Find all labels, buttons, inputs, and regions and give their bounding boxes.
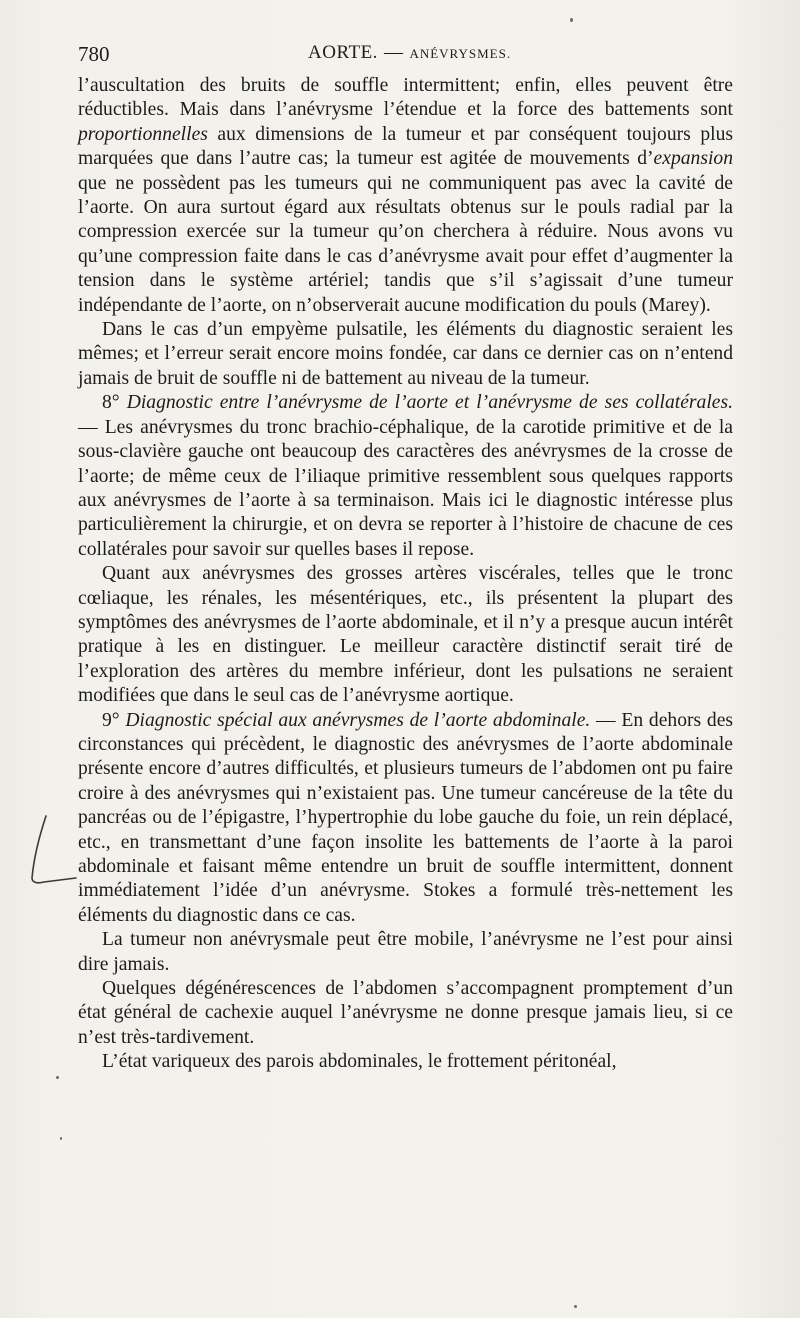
text-run: aux dimensions de la tumeur et par conséquent toujours plus marquées que dans l’autre cas; la tumeur est agitée de mouvements d’	[78, 123, 733, 170]
italic-text: Diagnostic spécial aux anévrysmes de l’aorte abdominale.	[125, 709, 591, 731]
paragraph-p6	[78, 928, 733, 977]
body-text	[78, 74, 733, 1075]
header-title: AORTE.	[308, 42, 378, 63]
paragraph-p3	[78, 391, 733, 562]
header-subtitle: ANÉVRYSMES.	[409, 46, 512, 61]
text-run: que ne possèdent pas les tumeurs qui ne communiquent pas avec la cavité de l’aorte. On aura surtout égard aux résultats obtenus sur le pouls radial par la compression exercée sur la tumeur qu’on cherchera à réduire. Nous avons vu qu’une compression faite dans le cas d’anévrysme avait pour effet d’augmenter la tension dans le système artériel; tandis que s’il s’agissait d’une tumeur indépendante de l’aorte, on n’observerait aucune modification du pouls (Marey).	[78, 172, 733, 316]
text-run: 8°	[102, 392, 127, 414]
text-run: La tumeur non anévrysmale peut être mobile, l’anévrysme ne l’est pour ainsi dire jamais.	[78, 929, 733, 975]
italic-text: proportionnelles	[78, 123, 208, 145]
text-run: — Les anévrysmes du tronc brachio-céphalique, de la carotide primitive et de la sous-clavière gauche ont beaucoup des caractères des anévrysmes de la crosse de l’aorte; de même ceux de l’iliaque primitive ressemblent sous quelques rapports aux anévrysmes de l’aorte à sa terminaison. Mais ici le diagnostic intéresse plus particulièrement la chirurgie, et on devra se reporter à l’histoire de chacune de ces collatérales pour savoir sur quelles bases il repose.	[78, 416, 733, 560]
running-header	[78, 42, 736, 70]
italic-text: expansion	[653, 148, 733, 170]
text-run: — En dehors des circonstances qui précèdent, le diagnostic des anévrysmes de l’aorte abdominale présente encore d’autres difficultés, et plusieurs tumeurs de l’abdomen ont pu faire croire à des anévrysmes qui n’existaient pas. Une tumeur cancéreuse de la tête du pancréas ou de l’épigastre, l’hypertrophie du lobe gauche du foie, un rein déplacé, etc., en transmettant d’une façon insolite les battements de l’aorte à la paroi abdominale et faisant même entendre un bruit de souffle intermittent, donnent immédiatement l’idée d’un anévrysme. Stokes a formulé très-nettement les éléments du diagnostic dans ce cas.	[78, 709, 734, 926]
text-run: 9°	[102, 709, 126, 731]
paper-speck	[56, 1076, 59, 1079]
paper-speck	[570, 18, 573, 22]
handwritten-margin-mark	[28, 812, 78, 892]
text-run: L’état variqueux des parois abdominales, le frottement péritonéal,	[102, 1051, 617, 1073]
text-run: l’auscultation des bruits de souffle intermittent; enfin, elles peuvent être réductibles. Mais dans l’anévrysme l’étendue et la force des battements sont	[78, 75, 733, 121]
paper-speck	[574, 1305, 577, 1308]
paragraph-p5	[78, 709, 733, 929]
header-separator: —	[383, 42, 404, 63]
page-number: 780	[78, 42, 110, 66]
paragraph-p1	[78, 74, 733, 318]
paragraph-p4	[78, 562, 733, 708]
paragraph-p8	[78, 1050, 733, 1074]
paragraph-p7	[78, 977, 733, 1050]
text-run: Quelques dégénérescences de l’abdomen s’accompagnent promptement d’un état général de cachexie auquel l’anévrysme ne donne presque jamais lieu, si ce n’est très-tardivement.	[78, 978, 733, 1048]
paper-speck	[60, 1137, 62, 1140]
running-title	[308, 42, 511, 64]
paragraph-p2	[78, 318, 733, 391]
text-run: Quant aux anévrysmes des grosses artères viscérales, telles que le tronc cœliaque, les rénales, les mésentériques, etc., ils présentent la plupart des symptômes des anévrysmes de l’aorte abdominale, et il n’y a presque aucun intérêt pratique à les en distinguer. Le meilleur caractère distinctif serait tiré de l’exploration des artères du membre inférieur, dont les pulsations ne seraient modifiées que dans le seul cas de l’anévrysme aortique.	[78, 563, 733, 707]
text-run: Dans le cas d’un empyème pulsatile, les éléments du diagnostic seraient les mêmes; et l’erreur serait encore moins fondée, car dans ce dernier cas on n’entend jamais de bruit de souffle ni de battement au niveau de la tumeur.	[78, 319, 733, 389]
italic-text: Diagnostic entre l’anévrysme de l’aorte et l’anévrysme de ses collatérales.	[126, 392, 733, 414]
